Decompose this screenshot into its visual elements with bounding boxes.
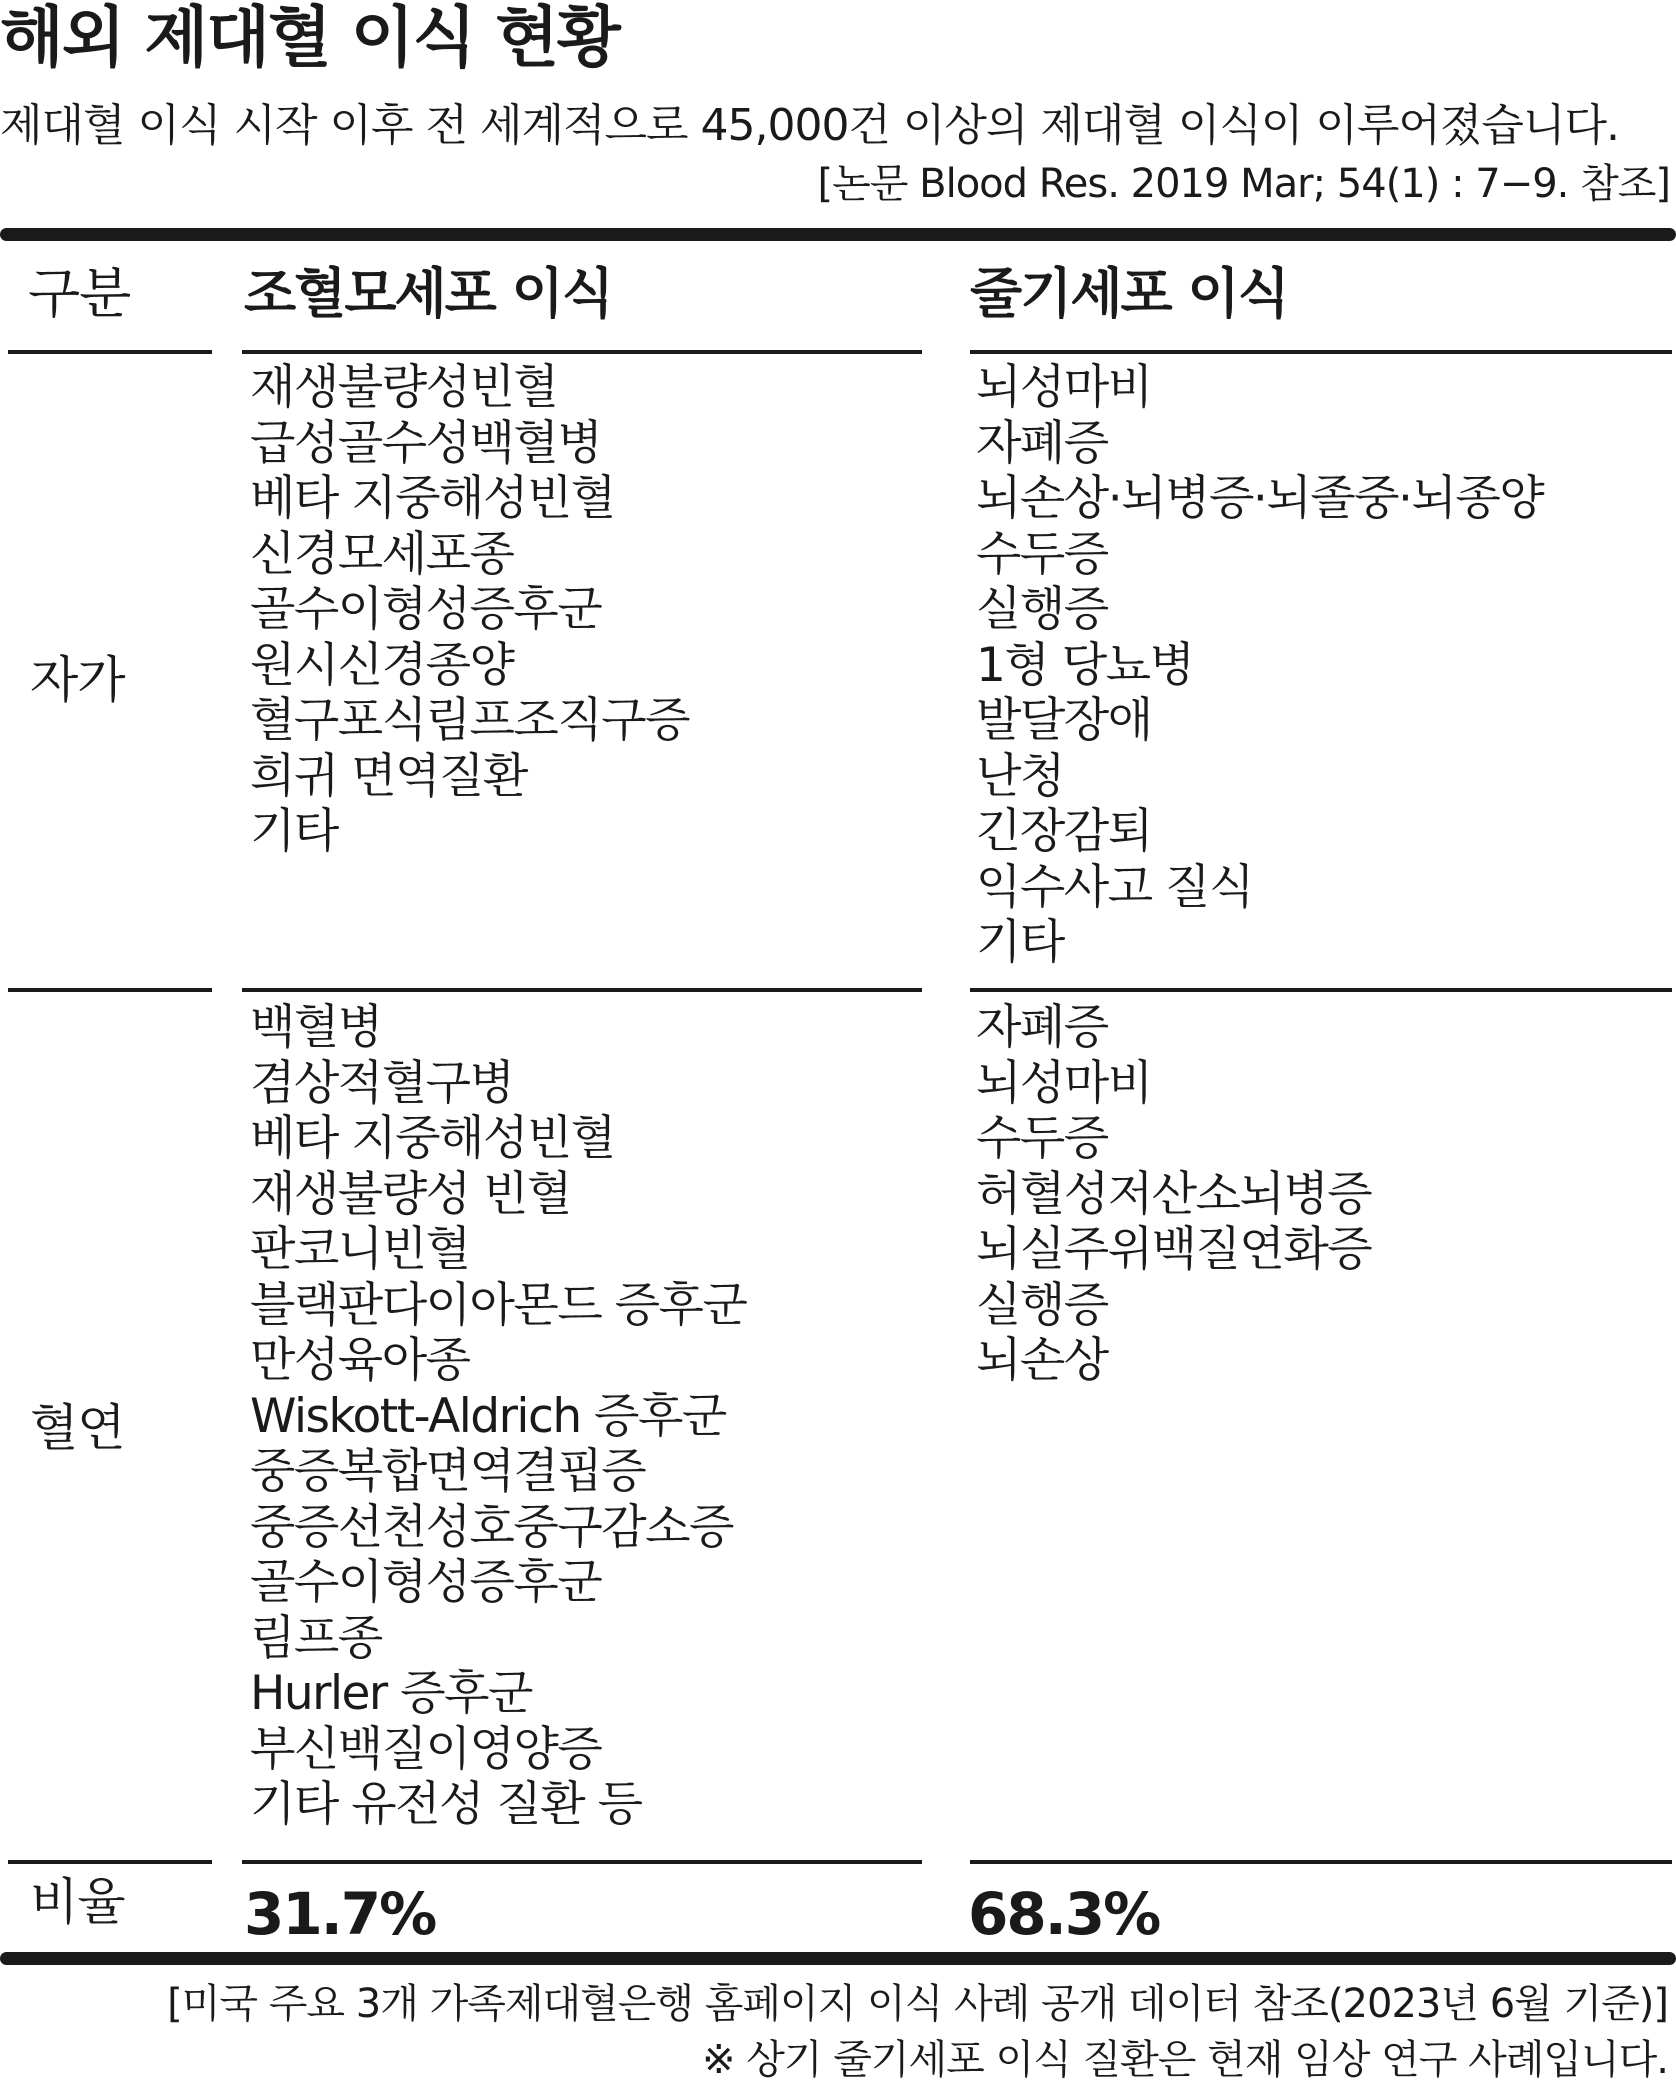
list-item: 기타 (250, 804, 338, 859)
list-item: 베타 지중해성빈혈 (250, 1111, 615, 1166)
table-bottom-rule (0, 1952, 1676, 1965)
list-item: 기타 (976, 915, 1064, 970)
list-item: 뇌성마비 (976, 360, 1152, 415)
list-item: 실행증 (976, 1277, 1108, 1333)
list-item: 익수사고 질식 (976, 859, 1253, 915)
list-item: 베타 지중해성빈혈 (250, 471, 615, 526)
source-citation: [논문 Blood Res. 2019 Mar; 54(1) : 7−9. 참조] (817, 161, 1670, 207)
page-subtitle: 제대혈 이식 시작 이후 전 세계적으로 45,000건 이상의 제대혈 이식이 이루어졌습니다. (0, 100, 1619, 151)
list-item: 만성육아종 (250, 1333, 470, 1388)
list-item: 겸상적혈구병 (250, 1055, 514, 1111)
list-item: 백혈병 (250, 1000, 382, 1055)
divider-stem-3 (970, 1860, 1672, 1864)
autologous-hsc-list (250, 360, 689, 860)
footer-source-note: [미국 주요 3개 가족제대혈은행 홈페이지 이식 사례 공개 데이터 참조(2023년 6월 기준)] (167, 1981, 1668, 2027)
list-item: 급성골수성백혈병 (250, 415, 602, 471)
divider-hsc-1 (242, 350, 922, 354)
list-item: 뇌손상·뇌병증·뇌졸중·뇌종양 (976, 471, 1544, 526)
header-stem-cell-transplant: 줄기세포 이식 (970, 262, 1288, 325)
list-item: 난청 (976, 748, 1064, 804)
list-item: Hurler 증후군 (250, 1666, 532, 1721)
row-label-ratio: 비율 (30, 1873, 125, 1931)
divider-hsc-3 (242, 1860, 922, 1864)
list-item: 기타 유전성 질환 등 (250, 1777, 642, 1832)
list-item: 원시신경종양 (250, 637, 514, 693)
list-item: 블랙판다이아몬드 증후군 (250, 1277, 747, 1333)
list-item: 뇌손상 (976, 1333, 1108, 1388)
list-item: 허혈성저산소뇌병증 (976, 1166, 1372, 1222)
divider-hsc-2 (242, 988, 922, 992)
divider-cat-2 (8, 988, 212, 992)
list-item: Wiskott-Aldrich 증후군 (250, 1388, 726, 1444)
list-item: 림프종 (250, 1610, 382, 1666)
list-item: 중증복합면역결핍증 (250, 1444, 646, 1499)
list-item: 신경모세포종 (250, 526, 514, 582)
list-item: 수두증 (976, 1111, 1108, 1166)
header-category: 구분 (28, 262, 131, 325)
list-item: 희귀 면역질환 (250, 748, 527, 804)
divider-stem-2 (970, 988, 1672, 992)
ratio-stem: 68.3% (968, 1880, 1160, 1948)
row-label-autologous: 자가 (30, 651, 125, 709)
list-item: 부신백질이영양증 (250, 1721, 602, 1777)
divider-stem-1 (970, 350, 1672, 354)
autologous-stem-list (976, 360, 1543, 971)
list-item: 재생불량성빈혈 (250, 360, 558, 415)
list-item: 긴장감퇴 (976, 804, 1152, 859)
header-hsc-transplant: 조혈모세포 이식 (244, 262, 612, 325)
table-top-rule (0, 228, 1676, 241)
list-item: 자폐증 (976, 1000, 1108, 1055)
list-item: 중증선천성호중구감소증 (250, 1499, 733, 1555)
allogeneic-stem-list (976, 1000, 1371, 1389)
list-item: 자폐증 (976, 415, 1108, 471)
list-item: 1형 당뇨병 (976, 637, 1194, 693)
list-item: 뇌성마비 (976, 1055, 1152, 1111)
divider-cat-3 (8, 1860, 212, 1864)
page-title: 해외 제대혈 이식 현황 (0, 0, 619, 76)
row-label-allogeneic: 혈연 (30, 1399, 125, 1457)
list-item: 뇌실주위백질연화증 (976, 1222, 1372, 1277)
list-item: 재생불량성 빈혈 (250, 1166, 571, 1222)
divider-cat-1 (8, 350, 212, 354)
allogeneic-hsc-list (250, 1000, 746, 1833)
list-item: 판코니빈혈 (250, 1222, 470, 1277)
list-item: 골수이형성증후군 (250, 582, 602, 637)
list-item: 골수이형성증후군 (250, 1555, 602, 1610)
list-item: 수두증 (976, 526, 1108, 582)
footer-clinical-note: ※ 상기 줄기세포 이식 질환은 현재 임상 연구 사례입니다. (701, 2037, 1668, 2083)
list-item: 실행증 (976, 582, 1108, 637)
ratio-hsc: 31.7% (244, 1880, 436, 1948)
list-item: 발달장애 (976, 693, 1152, 748)
list-item: 혈구포식림프조직구증 (250, 693, 690, 748)
